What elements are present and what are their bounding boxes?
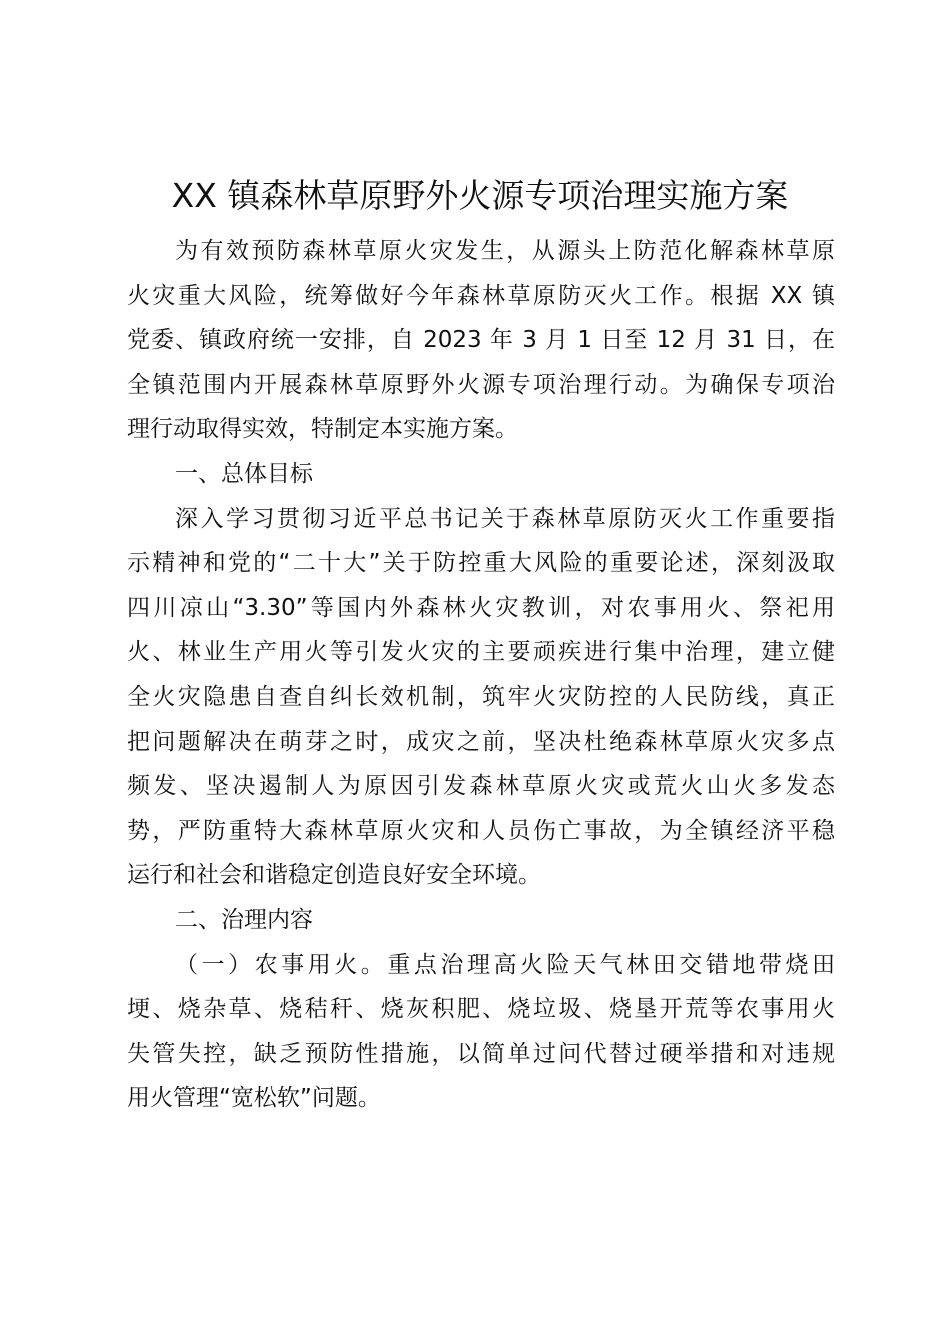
text-line: 频发、坚决遏制人为原因引发森林草原火灾或荒火山火多发态: [127, 773, 835, 800]
text-line: 全火灾隐患自查自纠长效机制，筑牢火灾防控的人民防线，真正: [127, 683, 835, 710]
text-line: 失管失控，缺乏预防性措施，以简单过问代替过硬举措和对违规: [127, 1040, 835, 1067]
text-line: 深入学习贯彻习近平总书记关于森林草原防灭火工作重要指: [175, 505, 835, 532]
text-line: 埂、烧杂草、烧秸秆、烧灰积肥、烧垃圾、烧垦开荒等农事用火: [127, 996, 835, 1023]
text-line: 火、林业生产用火等引发火灾的主要顽疾进行集中治理，建立健: [127, 639, 835, 666]
text-line: 用火管理“宽松软”问题。: [127, 1085, 381, 1112]
text-line: 为有效预防森林草原火灾发生，从源头上防范化解森林草原: [175, 238, 835, 264]
section-heading: 一、总体目标: [175, 460, 313, 487]
text-line: （一）农事用火。重点治理高火险天气林田交错地带烧田: [175, 951, 835, 978]
text-line: 运行和社会和谐稳定创造良好安全环境。: [127, 862, 541, 889]
text-line: 示精神和党的“二十大”关于防控重大风险的重要论述，深刻汲取: [127, 550, 835, 577]
text-line: 理行动取得实效，特制定本实施方案。: [127, 416, 518, 443]
text-line: 势，严防重特大森林草原火灾和人员伤亡事故，为全镇经济平稳: [127, 817, 835, 844]
text-line: 把问题解决在萌芽之时，成灾之前，坚决杜绝森林草原火灾多点: [127, 728, 835, 755]
document-body: [127, 229, 835, 1121]
document-title: XX 镇森林草原野外火源专项治理实施方案: [171, 176, 789, 215]
text-line: 四川凉山“3.30”等国内外森林火灾教训，对农事用火、祭祀用: [127, 594, 835, 621]
section-heading: 二、治理内容: [175, 906, 313, 933]
text-line: 全镇范围内开展森林草原野外火源专项治理行动。为确保专项治: [127, 371, 835, 398]
text-line: 火灾重大风险，统筹做好今年森林草原防灭火工作。根据 XX 镇: [127, 282, 835, 309]
text-line: 党委、镇政府统一安排，自 2023 年 3 月 1 日至 12 月 31 日，在: [127, 327, 835, 354]
